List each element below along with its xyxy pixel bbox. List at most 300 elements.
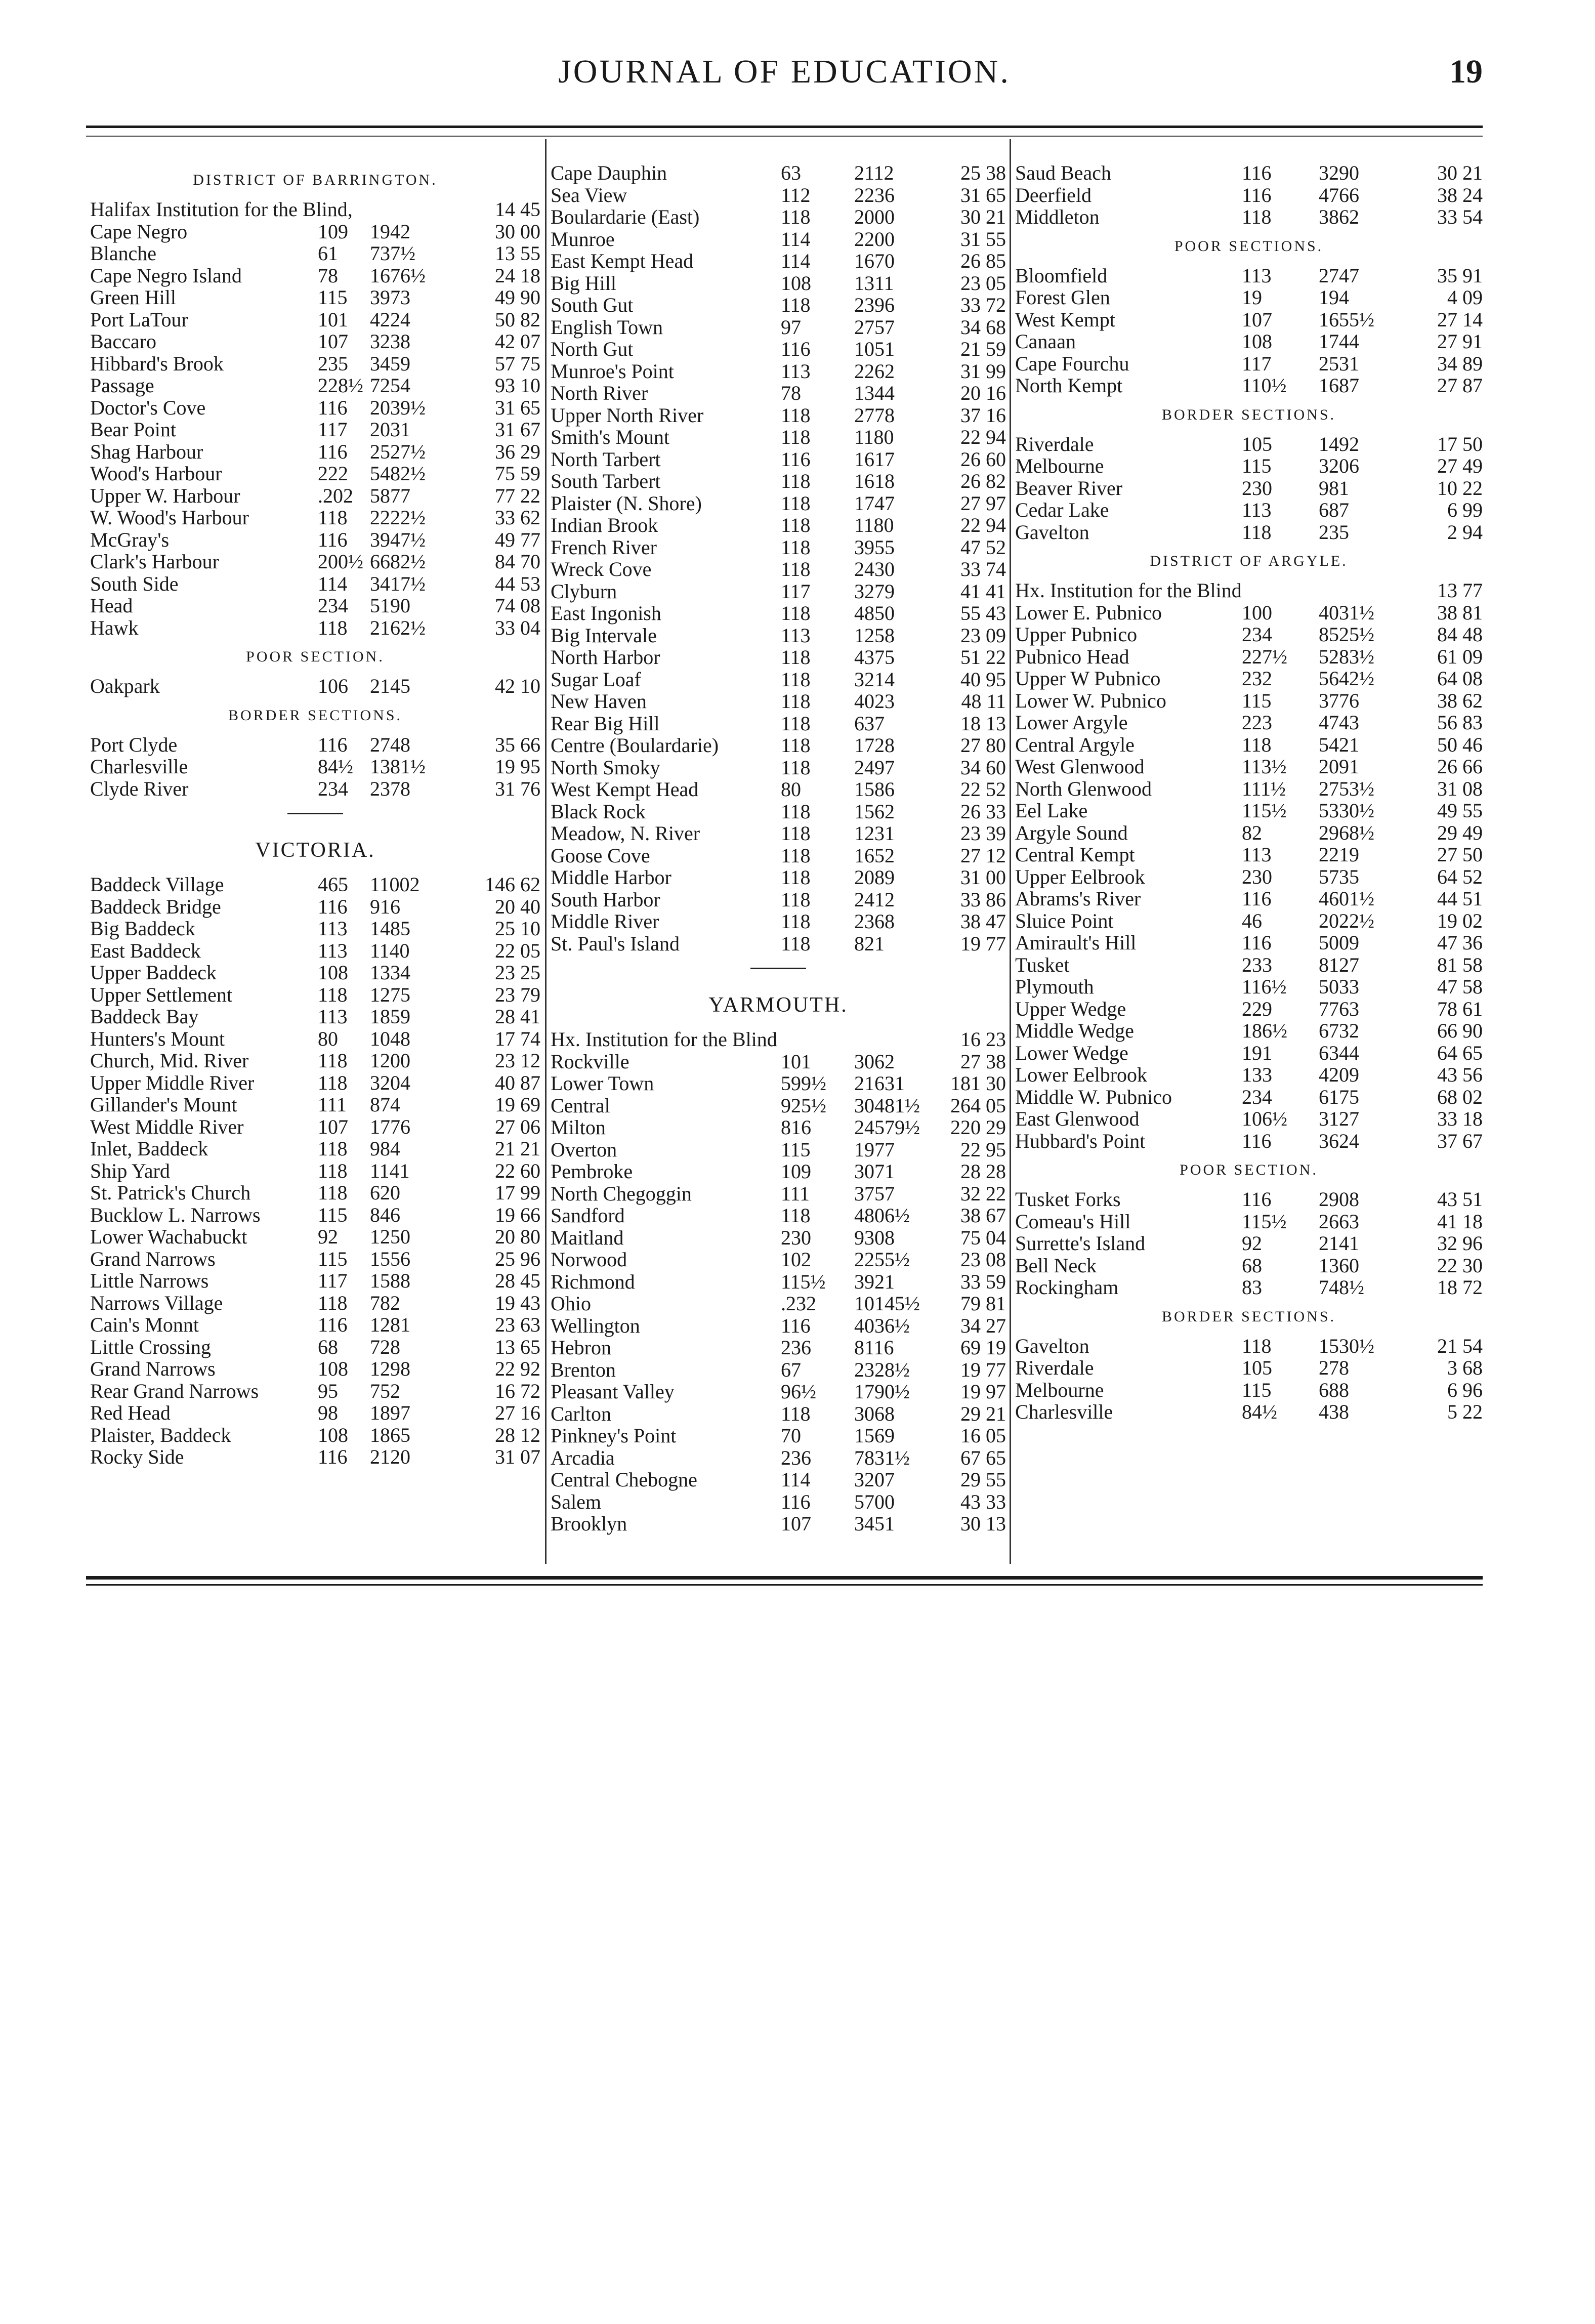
- days-value: 116: [1242, 1129, 1272, 1152]
- attendance-value: 4743: [1319, 711, 1359, 734]
- table-row: [1015, 734, 1483, 756]
- days-value: 116: [318, 895, 348, 918]
- attendance-value: 3459: [370, 352, 410, 375]
- attendance-value: 2527½: [370, 440, 426, 463]
- days-value: 115: [1242, 1378, 1272, 1401]
- table-row: [551, 1293, 1006, 1315]
- days-value: 61: [318, 242, 338, 265]
- section-name: Eel Lake: [1015, 799, 1088, 822]
- section-heading: POOR SECTIONS.: [1174, 237, 1324, 255]
- grant-amount: 64 08: [1437, 667, 1483, 690]
- table-row: [1015, 375, 1483, 397]
- days-value: 116: [318, 396, 348, 419]
- attendance-value: 4224: [370, 308, 410, 331]
- grant-amount: 22 52: [960, 778, 1006, 801]
- table-row: [90, 1094, 540, 1116]
- days-value: 118: [781, 822, 811, 845]
- grant-amount: 35 91: [1437, 264, 1483, 287]
- table-row: [90, 984, 540, 1006]
- grant-amount: 41 41: [960, 579, 1006, 603]
- section-name: Lower Wedge: [1015, 1041, 1128, 1064]
- grant-amount: 23 12: [495, 1049, 540, 1072]
- attendance-value: 235: [1319, 520, 1349, 544]
- section-name: Inlet, Baddeck: [90, 1137, 208, 1160]
- attendance-value: 1250: [370, 1225, 410, 1248]
- grant-amount: 27 87: [1437, 374, 1483, 397]
- section-name: Shag Harbour: [90, 440, 203, 463]
- attendance-value: 1728: [854, 734, 895, 757]
- section-name: Pubnico Head: [1015, 645, 1129, 668]
- attendance-value: 3062: [854, 1050, 895, 1073]
- days-value: 118: [781, 294, 811, 316]
- attendance-value: 874: [370, 1093, 400, 1116]
- grant-amount: 38 24: [1437, 183, 1483, 206]
- table-row: [1015, 800, 1483, 822]
- table-row: [551, 1381, 1006, 1403]
- attendance-value: 5421: [1319, 733, 1359, 756]
- section-name: North Tarbert: [551, 447, 661, 471]
- section-divider-dash: [551, 954, 1006, 982]
- days-value: 118: [781, 910, 811, 933]
- table-row: [551, 1028, 1006, 1051]
- section-name: Deerfield: [1015, 183, 1092, 206]
- section-name: Hx. Institution for the Blind: [1015, 579, 1242, 602]
- grant-amount: 26 33: [960, 800, 1006, 823]
- grant-amount: 31 67: [495, 418, 540, 441]
- table-row: [1015, 265, 1483, 287]
- section-name: East Baddeck: [90, 939, 201, 962]
- grant-amount: 49 90: [495, 286, 540, 309]
- grant-amount: 28 41: [495, 1005, 540, 1028]
- table-row: [90, 485, 540, 507]
- section-name: Passage: [90, 374, 154, 397]
- attendance-value: 3757: [854, 1182, 895, 1205]
- section-name: Gavelton: [1015, 520, 1089, 544]
- attendance-value: 1344: [854, 382, 895, 404]
- table-row: [551, 184, 1006, 206]
- grant-amount: 35 66: [495, 733, 540, 756]
- section-name: Upper Middle River: [90, 1071, 255, 1094]
- section-name: Lower Town: [551, 1072, 654, 1095]
- attendance-value: 30481½: [854, 1094, 920, 1117]
- attendance-value: 438: [1319, 1400, 1349, 1423]
- grant-amount: 43 51: [1437, 1188, 1483, 1211]
- grant-amount: 68 02: [1437, 1085, 1483, 1108]
- section-name: Upper W. Harbour: [90, 484, 240, 507]
- table-row: [90, 1402, 540, 1424]
- section-name: Plaister, Baddeck: [90, 1423, 231, 1446]
- grant-amount: 17 50: [1437, 432, 1483, 455]
- grant-amount: 31 99: [960, 359, 1006, 383]
- section-name: North Smoky: [551, 756, 660, 779]
- days-value: 113: [781, 359, 811, 383]
- grant-amount: 22 94: [960, 426, 1006, 448]
- attendance-value: 1556: [370, 1247, 410, 1270]
- grant-amount: 47 52: [960, 535, 1006, 559]
- table-row: [551, 690, 1006, 713]
- days-value: 68: [318, 1335, 338, 1358]
- section-name: Central Chebogne: [551, 1468, 697, 1491]
- attendance-value: 7254: [370, 374, 410, 397]
- section-name: North River: [551, 382, 648, 404]
- table-row: [1015, 1020, 1483, 1042]
- attendance-value: 3127: [1319, 1107, 1359, 1130]
- section-name: Lower Wachabuckt: [90, 1225, 247, 1248]
- section-name: Halifax Institution for the Blind,: [90, 198, 353, 221]
- table-row: [551, 536, 1006, 559]
- grant-amount: 28 12: [495, 1423, 540, 1446]
- header-rule: [86, 126, 1483, 128]
- table-row: [90, 595, 540, 617]
- attendance-value: 1865: [370, 1423, 410, 1446]
- section-name: Melbourne: [1015, 454, 1104, 477]
- attendance-value: 194: [1319, 286, 1349, 309]
- page-number: 19: [1449, 53, 1483, 90]
- table-row: [1015, 455, 1483, 477]
- grant-amount: 33 74: [960, 558, 1006, 580]
- grant-amount: 48 11: [961, 690, 1006, 713]
- section-name: Milton: [551, 1116, 606, 1139]
- days-value: 92: [318, 1225, 338, 1248]
- county-heading: YARMOUTH.: [708, 993, 848, 1017]
- grant-amount: 23 63: [495, 1313, 540, 1336]
- grant-amount: 33 62: [495, 506, 540, 529]
- table-row: [90, 309, 540, 331]
- days-value: .232: [781, 1292, 816, 1315]
- grant-amount: 3 68: [1447, 1356, 1483, 1379]
- days-value: 105: [1242, 432, 1272, 455]
- days-value: 113: [318, 1005, 348, 1028]
- section-name: Red Head: [90, 1401, 171, 1424]
- attendance-value: 2120: [370, 1445, 410, 1468]
- section-name: Boulardarie (East): [551, 205, 700, 228]
- grant-amount: 42 10: [495, 675, 540, 697]
- days-value: 116: [781, 338, 811, 360]
- grant-amount: 26 60: [960, 447, 1006, 471]
- days-value: 108: [318, 961, 348, 984]
- attendance-value: 1942: [370, 220, 410, 243]
- section-name: Green Hill: [90, 286, 176, 309]
- attendance-value: 1747: [854, 491, 895, 515]
- section-name: East Kempt Head: [551, 250, 694, 272]
- days-value: 186½: [1242, 1019, 1287, 1042]
- attendance-value: 1311: [854, 271, 894, 295]
- grant-amount: 50 82: [495, 308, 540, 331]
- attendance-value: 3417½: [370, 572, 426, 595]
- attendance-value: 5330½: [1319, 799, 1374, 822]
- days-value: 118: [781, 470, 811, 492]
- table-row: [90, 1336, 540, 1358]
- section-name: Sluice Point: [1015, 909, 1114, 932]
- grant-amount: 20 16: [960, 382, 1006, 404]
- attendance-value: 620: [370, 1181, 400, 1204]
- attendance-value: 1048: [370, 1027, 410, 1050]
- attendance-value: 1334: [370, 961, 410, 984]
- section-name: Charlesville: [90, 755, 188, 778]
- table-row: [551, 404, 1006, 427]
- days-value: 114: [781, 1468, 811, 1491]
- grant-amount: 29 55: [960, 1468, 1006, 1491]
- days-value: 116½: [1242, 975, 1287, 998]
- grant-amount: 27 49: [1437, 454, 1483, 477]
- grant-amount: 33 72: [960, 294, 1006, 316]
- section-name: Middle Harbor: [551, 866, 671, 889]
- section-name: Munroe: [551, 227, 615, 251]
- grant-amount: 78 61: [1437, 997, 1483, 1020]
- section-name: Baddeck Village: [90, 873, 224, 896]
- attendance-value: 6175: [1319, 1085, 1359, 1108]
- attendance-value: 2262: [854, 359, 895, 383]
- table-row: [90, 1226, 540, 1248]
- section-name: Plaister (N. Shore): [551, 491, 702, 515]
- table-row: [551, 646, 1006, 669]
- section-name: Gillander's Mount: [90, 1093, 237, 1116]
- table-row: [90, 962, 540, 984]
- section-name: Smith's Mount: [551, 426, 670, 448]
- grant-amount: 13 55: [495, 242, 540, 265]
- days-value: 108: [1242, 330, 1272, 353]
- table-row: [551, 1160, 1006, 1183]
- table-row: [1015, 954, 1483, 976]
- table-row: [551, 910, 1006, 933]
- table-row: [551, 316, 1006, 339]
- days-value: 107: [318, 1115, 348, 1138]
- table-row: [551, 757, 1006, 779]
- days-value: 118: [781, 1402, 811, 1425]
- section-name: Upper Pubnico: [1015, 623, 1138, 646]
- table-row: [1015, 477, 1483, 500]
- days-value: 113: [1242, 499, 1272, 521]
- attendance-value: 1231: [854, 822, 895, 845]
- attendance-value: 3207: [854, 1468, 895, 1491]
- table-row: [90, 1380, 540, 1402]
- attendance-value: 2091: [1319, 755, 1359, 778]
- attendance-value: 8525½: [1319, 623, 1374, 646]
- grant-amount: 64 65: [1437, 1041, 1483, 1064]
- attendance-value: 3290: [1319, 161, 1359, 184]
- days-value: 116: [318, 1445, 348, 1468]
- section-name: Central Kempt: [1015, 843, 1135, 866]
- section-name: Brooklyn: [551, 1512, 627, 1535]
- table-row: [90, 1314, 540, 1336]
- section-name: West Kempt: [1015, 308, 1115, 331]
- days-value: 67: [781, 1358, 801, 1381]
- grant-amount: 34 89: [1437, 352, 1483, 375]
- table-row: [1015, 184, 1483, 206]
- grant-amount: 55 43: [960, 602, 1006, 625]
- grant-amount: 22 05: [495, 939, 540, 962]
- grant-amount: 31 76: [495, 777, 540, 800]
- table-row: [1015, 286, 1483, 309]
- grant-amount: 66 90: [1437, 1019, 1483, 1042]
- days-value: 133: [1242, 1063, 1272, 1086]
- days-value: 118: [1242, 1334, 1272, 1357]
- grant-amount: 34 60: [960, 756, 1006, 779]
- attendance-value: 2968½: [1319, 821, 1374, 844]
- table-row: [90, 1028, 540, 1050]
- table-row: [1015, 206, 1483, 228]
- attendance-value: 2497: [854, 756, 895, 779]
- table-row: [1015, 844, 1483, 866]
- attendance-value: 1258: [854, 624, 895, 647]
- table-column-left: [90, 162, 540, 1468]
- attendance-value: 1569: [854, 1424, 895, 1447]
- days-value: 118: [318, 1049, 348, 1072]
- grant-amount: 31 65: [495, 396, 540, 419]
- grant-amount: 20 80: [495, 1225, 540, 1248]
- days-value: 116: [1242, 1188, 1272, 1211]
- days-value: 117: [1242, 352, 1272, 375]
- table-row: [1015, 1108, 1483, 1130]
- grant-amount: 41 18: [1437, 1210, 1483, 1233]
- grant-amount: 32 96: [1437, 1232, 1483, 1255]
- attendance-value: 1275: [370, 983, 410, 1006]
- attendance-value: 1617: [854, 447, 895, 471]
- grant-amount: 77 22: [495, 484, 540, 507]
- attendance-value: 2663: [1319, 1210, 1359, 1233]
- grant-amount: 43 33: [960, 1490, 1006, 1513]
- grant-amount: 33 54: [1437, 205, 1483, 228]
- table-row: [1015, 1211, 1483, 1233]
- attendance-value: 4036½: [854, 1314, 910, 1337]
- section-name: Middle River: [551, 910, 659, 933]
- days-value: 118: [781, 491, 811, 515]
- attendance-value: 846: [370, 1203, 400, 1226]
- section-name: Hawk: [90, 616, 139, 639]
- section-name: Clyburn: [551, 579, 617, 603]
- grant-amount: 34 27: [960, 1314, 1006, 1337]
- section-name: Cape Negro Island: [90, 264, 242, 287]
- days-value: 102: [781, 1248, 811, 1271]
- days-value: 80: [781, 778, 801, 801]
- attendance-value: 4806½: [854, 1204, 910, 1227]
- attendance-value: 2222½: [370, 506, 426, 529]
- grant-amount: 18 72: [1437, 1276, 1483, 1299]
- section-name: Little Crossing: [90, 1335, 211, 1358]
- table-row: [551, 1513, 1006, 1535]
- attendance-value: 3204: [370, 1071, 410, 1094]
- table-row: [90, 441, 540, 463]
- attendance-value: 5700: [854, 1490, 895, 1513]
- grant-amount: 69 19: [960, 1336, 1006, 1359]
- attendance-value: 10145½: [854, 1292, 920, 1315]
- days-value: 116: [1242, 161, 1272, 184]
- table-row: [1015, 1401, 1483, 1423]
- days-value: 118: [318, 616, 348, 639]
- table-row: [551, 1227, 1006, 1249]
- table-row: [1015, 712, 1483, 734]
- attendance-value: 3238: [370, 330, 410, 353]
- table-row: [90, 675, 540, 697]
- grant-amount: 40 95: [960, 668, 1006, 691]
- table-row: [1015, 646, 1483, 668]
- section-name: West Kempt Head: [551, 778, 699, 801]
- attendance-value: 2031: [370, 418, 410, 441]
- attendance-value: 2430: [854, 558, 895, 580]
- table-row: [1015, 1335, 1483, 1357]
- table-row: [551, 206, 1006, 228]
- days-value: 228½: [318, 374, 363, 397]
- table-row: [551, 801, 1006, 823]
- table-row: [90, 1270, 540, 1292]
- grant-amount: 22 60: [495, 1159, 540, 1182]
- table-row: [551, 1315, 1006, 1337]
- attendance-value: 3862: [1319, 205, 1359, 228]
- section-heading: POOR SECTION.: [246, 648, 385, 665]
- attendance-value: 2747: [1319, 264, 1359, 287]
- attendance-value: 2022½: [1319, 909, 1374, 932]
- table-row: [1015, 976, 1483, 998]
- attendance-value: 3214: [854, 668, 895, 691]
- table-row: [551, 272, 1006, 295]
- grant-amount: 74 08: [495, 594, 540, 617]
- days-value: 84½: [1242, 1400, 1277, 1423]
- days-value: 114: [781, 250, 811, 272]
- days-value: 109: [318, 220, 348, 243]
- attendance-value: 2748: [370, 733, 410, 756]
- grant-amount: 21 21: [495, 1137, 540, 1160]
- table-row: [1015, 624, 1483, 646]
- table-row: [551, 470, 1006, 492]
- attendance-value: 981: [1319, 476, 1349, 500]
- section-heading: BORDER SECTIONS.: [1161, 1308, 1336, 1325]
- grant-amount: 25 10: [495, 917, 540, 940]
- days-value: 116: [1242, 931, 1272, 954]
- table-row: [551, 1072, 1006, 1095]
- table-row: [1015, 162, 1483, 184]
- table-row: [551, 778, 1006, 801]
- grant-amount: 19 95: [495, 755, 540, 778]
- attendance-value: 748½: [1319, 1276, 1364, 1299]
- table-row: [90, 397, 540, 419]
- table-row: [1015, 330, 1483, 353]
- attendance-value: 3973: [370, 286, 410, 309]
- attendance-value: 2236: [854, 183, 895, 206]
- section-name: Brenton: [551, 1358, 616, 1381]
- days-value: 116: [1242, 183, 1272, 206]
- days-value: 118: [781, 646, 811, 669]
- days-value: 118: [781, 756, 811, 779]
- attendance-value: 1586: [854, 778, 895, 801]
- grant-amount: 61 09: [1437, 645, 1483, 668]
- days-value: 118: [781, 514, 811, 536]
- table-row: [90, 1160, 540, 1182]
- section-name: North Kempt: [1015, 374, 1123, 397]
- section-name: Surrette's Island: [1015, 1232, 1146, 1255]
- table-row: [90, 874, 540, 896]
- days-value: 816: [781, 1116, 811, 1139]
- attendance-value: 1687: [1319, 374, 1359, 397]
- grant-amount: 22 92: [495, 1357, 540, 1380]
- days-value: 118: [1242, 733, 1272, 756]
- grant-amount: 84 48: [1437, 623, 1483, 646]
- table-row: [1015, 1232, 1483, 1255]
- grant-amount: 31 00: [960, 866, 1006, 889]
- grant-amount: 28 28: [960, 1160, 1006, 1183]
- grant-amount: 264 05: [950, 1094, 1006, 1117]
- table-row: [1015, 1064, 1483, 1086]
- attendance-value: 1897: [370, 1401, 410, 1424]
- table-row: [551, 669, 1006, 691]
- journal-title: JOURNAL OF EDUCATION.: [558, 53, 1011, 90]
- section-name: St. Patrick's Church: [90, 1181, 251, 1204]
- section-heading: DISTRICT OF BARRINGTON.: [193, 172, 438, 188]
- attendance-value: 687: [1319, 499, 1349, 521]
- grant-amount: 81 58: [1437, 953, 1483, 976]
- days-value: 78: [318, 264, 338, 287]
- section-name: Port Clyde: [90, 733, 178, 756]
- days-value: 108: [781, 271, 811, 295]
